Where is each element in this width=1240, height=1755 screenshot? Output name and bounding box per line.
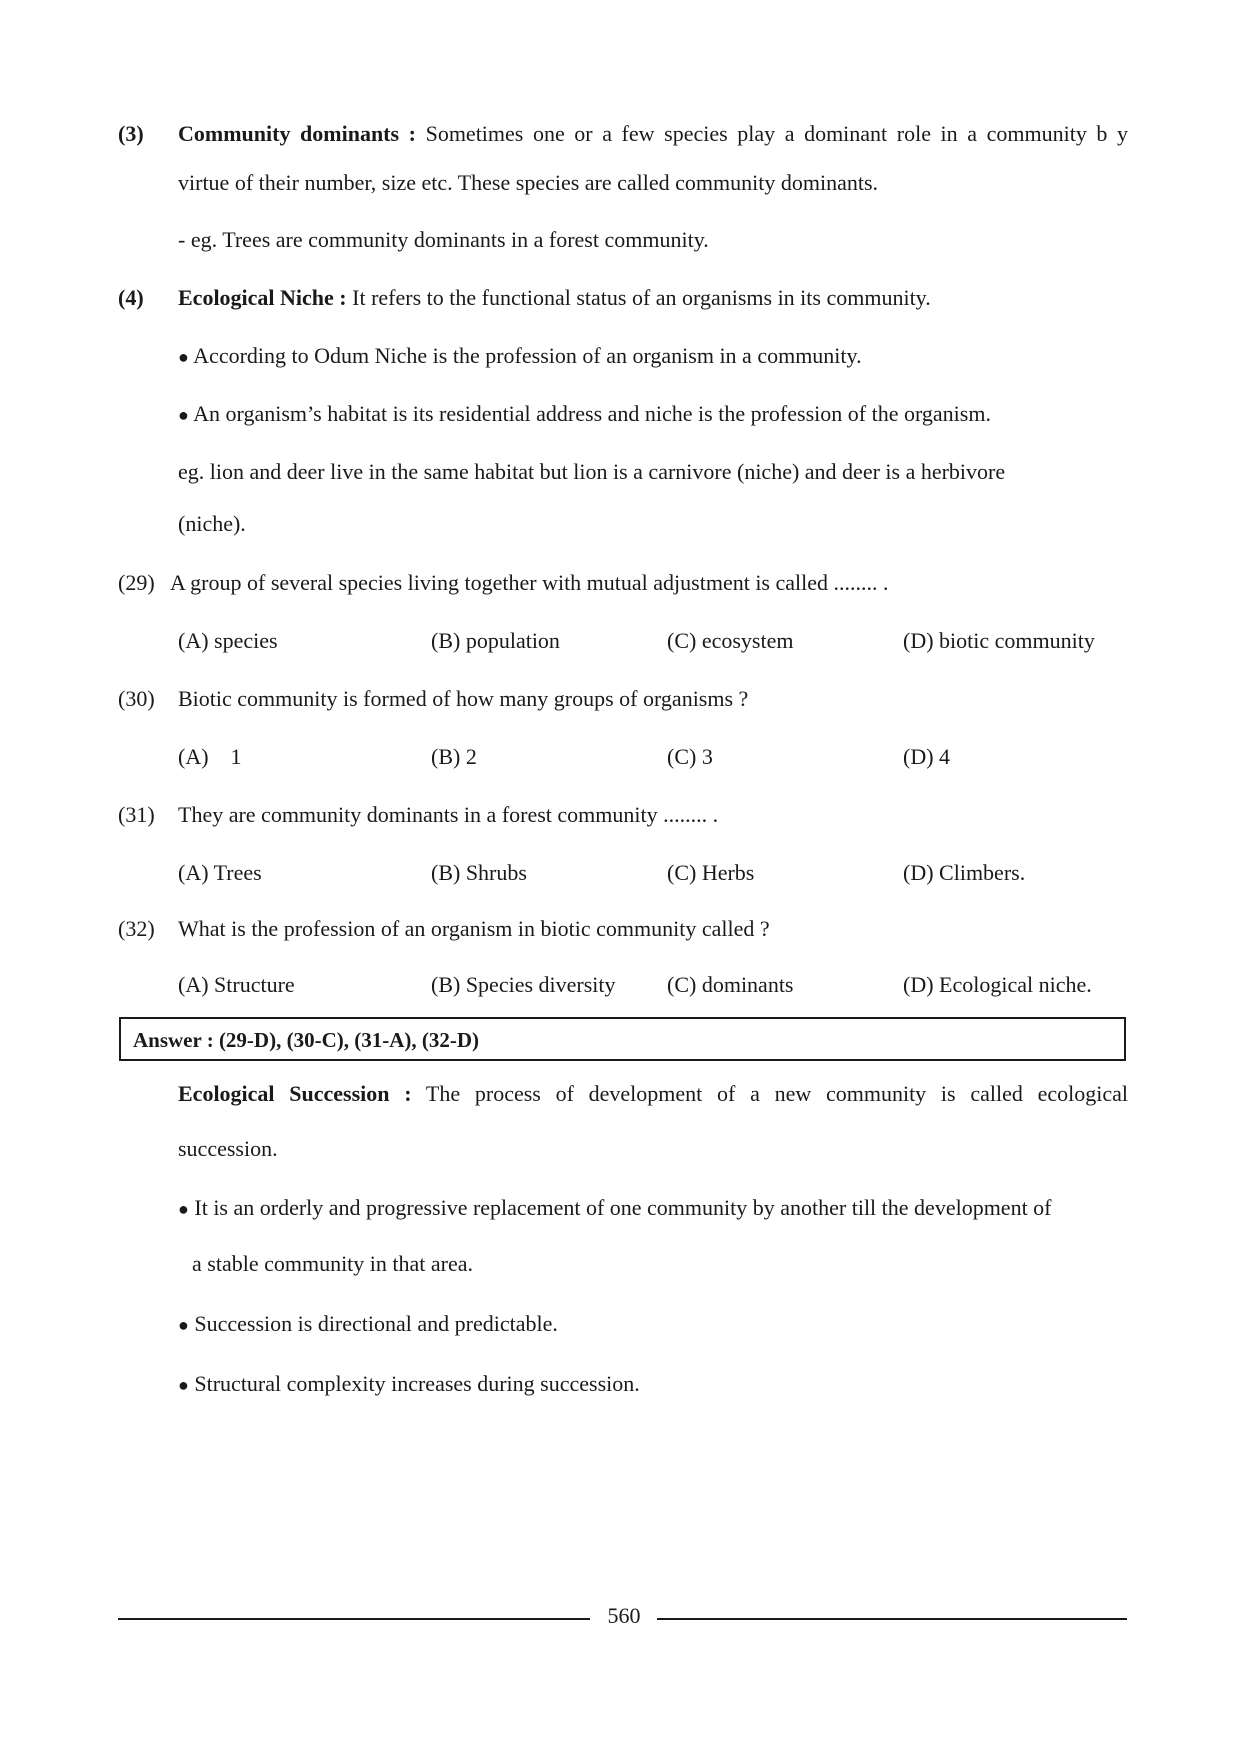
question-29-text: A group of several species living together with mutual adjustment is called ........ . bbox=[170, 570, 889, 595]
section-4-example-line2: (niche). bbox=[178, 511, 246, 536]
answer-text: Answer : (29-D), (30-C), (31-A), (32-D) bbox=[133, 1028, 480, 1052]
bullet-icon: ● bbox=[178, 347, 189, 367]
section-4-line1-text: It refers to the functional status of an organisms in its community. bbox=[352, 285, 931, 310]
footer-rule-right bbox=[657, 1618, 1127, 1620]
question-30-text: Biotic community is formed of how many groups of organisms ? bbox=[178, 686, 749, 711]
question-29-option-c: (C) ecosystem bbox=[667, 628, 794, 653]
succession-bullet-1-text: It is an orderly and progressive replacement of one community by another till the development of bbox=[194, 1195, 1052, 1220]
section-3-heading: Community dominants : bbox=[178, 121, 416, 146]
page-number: 560 bbox=[607, 1603, 641, 1628]
question-32-option-b: (B) Species diversity bbox=[431, 972, 616, 997]
question-29-option-b: (B) population bbox=[431, 628, 560, 653]
question-30-number: (30) bbox=[118, 686, 155, 711]
section-3-number: (3) bbox=[118, 121, 144, 146]
question-29-option-d: (D) biotic community bbox=[903, 628, 1095, 653]
question-30-option-a: (A) 1 bbox=[178, 744, 242, 769]
bullet-icon: ● bbox=[178, 1315, 189, 1335]
succession-line1 bbox=[178, 1081, 1128, 1107]
section-4-line1 bbox=[178, 285, 931, 311]
succession-bullet-1 bbox=[178, 1195, 1052, 1221]
succession-bullet-3 bbox=[178, 1371, 640, 1397]
question-31-text: They are community dominants in a forest community ........ . bbox=[178, 802, 719, 827]
section-4-bullet-2-text: An organism’s habitat is its residential address and niche is the profession of the organism. bbox=[193, 401, 991, 426]
question-29-option-a: (A) species bbox=[178, 628, 278, 653]
answer-box bbox=[119, 1017, 1126, 1061]
succession-bullet-2-text: Succession is directional and predictable. bbox=[194, 1311, 558, 1336]
section-4-example-line1: eg. lion and deer live in the same habitat but lion is a carnivore (niche) and deer is a herbivore bbox=[178, 459, 1006, 484]
section-3-line1-text: Sometimes one or a few species play a dominant role in a community b y bbox=[425, 121, 1128, 146]
succession-heading: Ecological Succession : bbox=[178, 1081, 412, 1106]
section-4-bullet-1-text: According to Odum Niche is the profession of an organism in a community. bbox=[193, 343, 862, 368]
section-3-line1 bbox=[178, 121, 1128, 147]
section-3-line2: virtue of their number, size etc. These species are called community dominants. bbox=[178, 170, 879, 195]
bullet-icon: ● bbox=[178, 1375, 189, 1395]
succession-line1-text: The process of development of a new community is called ecological bbox=[425, 1081, 1128, 1106]
section-4-bullet-1 bbox=[178, 343, 862, 369]
question-31-option-b: (B) Shrubs bbox=[431, 860, 527, 885]
section-4-heading: Ecological Niche : bbox=[178, 285, 347, 310]
bullet-icon: ● bbox=[178, 405, 189, 425]
question-30-option-d: (D) 4 bbox=[903, 744, 951, 769]
question-32-number: (32) bbox=[118, 916, 155, 941]
section-4-bullet-2 bbox=[178, 401, 991, 427]
succession-bullet-1-cont: a stable community in that area. bbox=[192, 1251, 474, 1276]
question-30-option-c: (C) 3 bbox=[667, 744, 713, 769]
succession-bullet-2 bbox=[178, 1311, 558, 1337]
section-4-number: (4) bbox=[118, 285, 144, 310]
question-30-option-b: (B) 2 bbox=[431, 744, 477, 769]
question-32-text: What is the profession of an organism in biotic community called ? bbox=[178, 916, 770, 941]
question-32-option-a: (A) Structure bbox=[178, 972, 295, 997]
question-32-option-c: (C) dominants bbox=[667, 972, 794, 997]
question-31-number: (31) bbox=[118, 802, 155, 827]
succession-bullet-3-text: Structural complexity increases during succession. bbox=[194, 1371, 640, 1396]
bullet-icon: ● bbox=[178, 1199, 189, 1219]
question-31-option-a: (A) Trees bbox=[178, 860, 262, 885]
question-31-option-c: (C) Herbs bbox=[667, 860, 755, 885]
question-32-option-d: (D) Ecological niche. bbox=[903, 972, 1092, 997]
question-31-option-d: (D) Climbers. bbox=[903, 860, 1026, 885]
footer-rule-left bbox=[118, 1618, 590, 1620]
question-29-number: (29) bbox=[118, 570, 155, 595]
section-3-example: - eg. Trees are community dominants in a forest community. bbox=[178, 227, 709, 252]
succession-line2: succession. bbox=[178, 1136, 278, 1161]
